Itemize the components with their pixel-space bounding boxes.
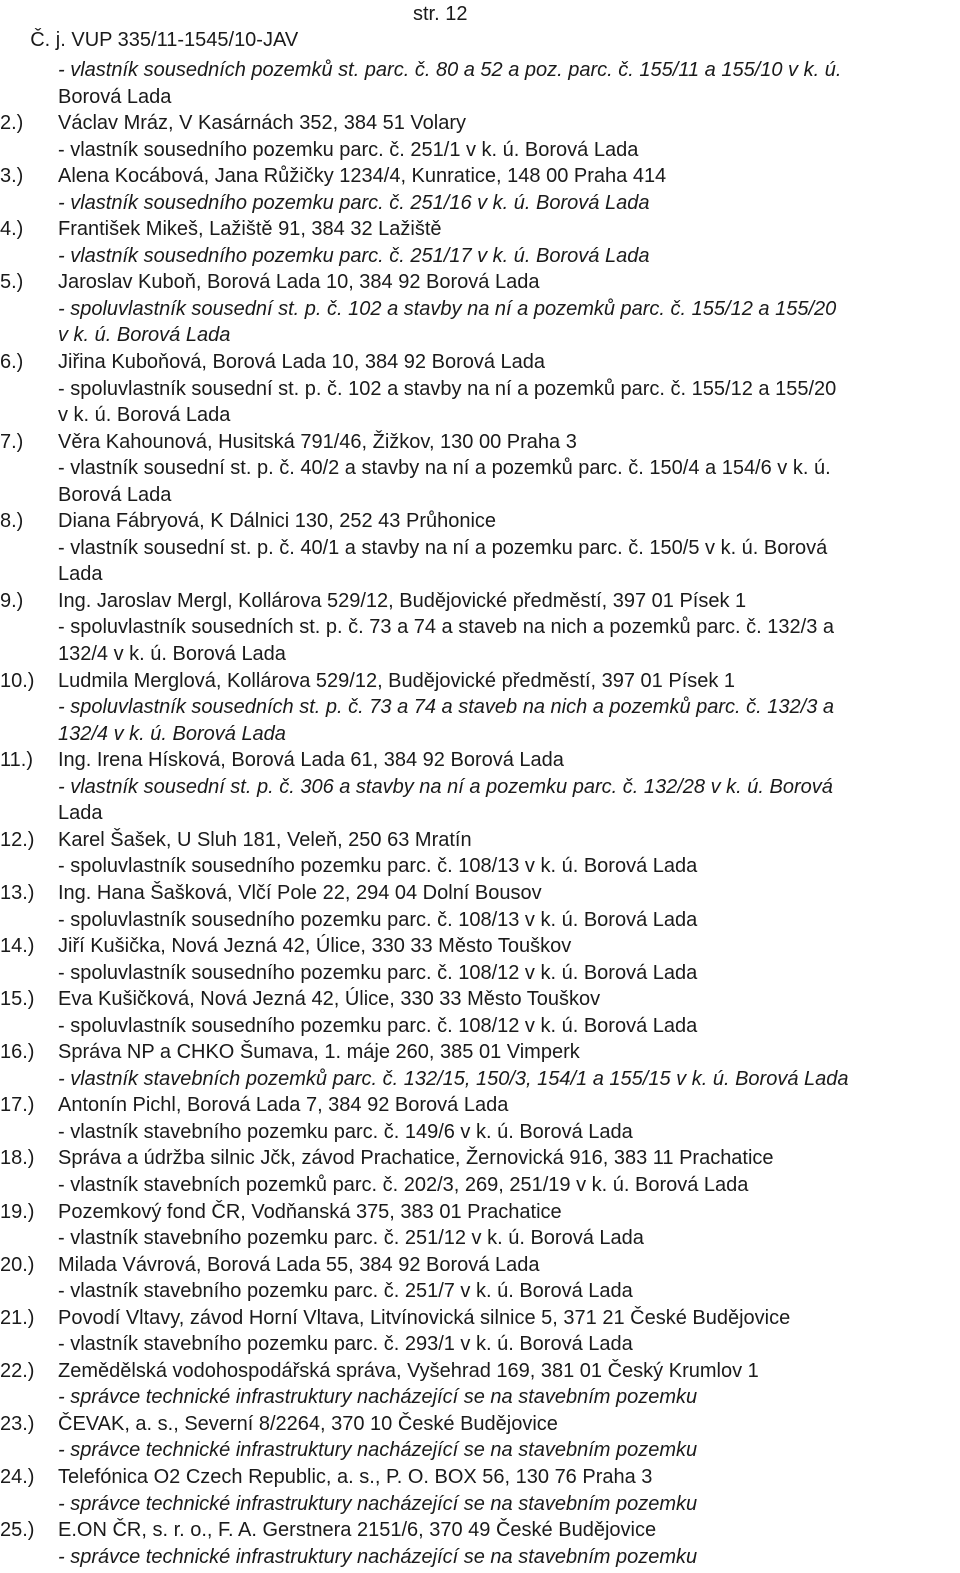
item-text: - spoluvlastník sousedního pozemku parc. č. 108/12 v k. ú. Borová Lada: [58, 961, 698, 984]
list-item: [0, 1305, 960, 1332]
page-number: str. 12: [413, 3, 468, 25]
list-item-detail: [0, 561, 960, 588]
item-text: - spoluvlastník sousedního pozemku parc. č. 108/12 v k. ú. Borová Lada: [58, 1014, 698, 1037]
item-text: - spoluvlastník sousedních st. p. č. 73 a 74 a staveb na nich a pozemků parc. č. 132/3 a: [58, 616, 835, 639]
item-text: Jaroslav Kuboň, Borová Lada 10, 384 92 Borová Lada: [58, 271, 540, 294]
item-text: Jiřina Kuboňová, Borová Lada 10, 384 92 Borová Lada: [58, 351, 546, 374]
item-number: 22.): [0, 1359, 35, 1382]
list-item-detail: [0, 402, 960, 429]
list-item: [0, 110, 960, 137]
item-number: 3.): [0, 165, 24, 188]
item-text: - vlastník stavebního pozemku parc. č. 293/1 v k. ú. Borová Lada: [58, 1333, 633, 1356]
list-item-detail: [0, 614, 960, 641]
item-number: 2.): [0, 112, 24, 135]
item-text: Lada: [58, 563, 103, 586]
item-text: - správce technické infrastruktury nacházející se na stavebním pozemku: [58, 1386, 698, 1409]
item-text: - vlastník stavebního pozemku parc. č. 251/7 v k. ú. Borová Lada: [58, 1280, 633, 1303]
list-item-detail: [0, 84, 960, 111]
item-number: 8.): [0, 510, 24, 533]
list-item: [0, 216, 960, 243]
item-number: 6.): [0, 351, 24, 374]
item-number: 4.): [0, 218, 24, 241]
item-text: - spoluvlastník sousední st. p. č. 102 a stavby na ní a pozemků parc. č. 155/12 a 155/20: [58, 377, 837, 400]
list-item-detail: [0, 535, 960, 562]
list-item-detail: [0, 1013, 960, 1040]
item-text: - vlastník sousední st. p. č. 40/1 a stavby na ní a pozemku parc. č. 150/5 v k. ú. Borová: [58, 536, 828, 559]
list-item-detail: [0, 960, 960, 987]
list-item-detail: [0, 1278, 960, 1305]
item-text: E.ON ČR, s. r. o., F. A. Gerstnera 2151/6, 370 49 České Budějovice: [58, 1519, 657, 1542]
list-item-detail: [0, 800, 960, 827]
list-item: [0, 1411, 960, 1438]
item-number: 5.): [0, 271, 24, 294]
item-text: Eva Kušičková, Nová Jezná 42, Úlice, 330 33 Město Touškov: [58, 988, 601, 1011]
item-text: - vlastník sousední st. p. č. 40/2 a stavby na ní a pozemků parc. č. 150/4 a 154/6 v k. ú.: [58, 457, 831, 480]
item-text: - správce technické infrastruktury nacházející se na stavebním pozemku: [58, 1545, 698, 1568]
item-text: - vlastník sousedního pozemku parc. č. 251/1 v k. ú. Borová Lada: [58, 138, 639, 161]
list-item: [0, 1517, 960, 1544]
item-text: - spoluvlastník sousedního pozemku parc. č. 108/13 v k. ú. Borová Lada: [58, 855, 698, 878]
item-text: Diana Fábryová, K Dálnici 130, 252 43 Průhonice: [58, 510, 497, 533]
list-item-detail: [0, 1437, 960, 1464]
item-text: Zemědělská vodohospodářská správa, Vyšehrad 169, 381 01 Český Krumlov 1: [58, 1359, 759, 1382]
item-text: Václav Mráz, V Kasárnách 352, 384 51 Volary: [58, 112, 467, 135]
list-item: [0, 588, 960, 615]
list-item-detail: [0, 1331, 960, 1358]
list-item-detail: [0, 455, 960, 482]
list-item-detail: [0, 853, 960, 880]
page-header: [8, 1, 468, 51]
item-text: - vlastník sousedních pozemků st. parc. č. 80 a 52 a poz. parc. č. 155/11 a 155/10 v k. ú.: [58, 59, 842, 81]
list-item-detail: [0, 694, 960, 721]
list-item: [0, 986, 960, 1013]
item-number: 16.): [0, 1041, 35, 1064]
item-text: - vlastník sousední st. p. č. 306 a stavby na ní a pozemku parc. č. 132/28 v k. ú. Borová: [58, 775, 833, 798]
list-item: [0, 429, 960, 456]
list-item-detail: [0, 190, 960, 217]
item-text: - vlastník stavebního pozemku parc. č. 149/6 v k. ú. Borová Lada: [58, 1120, 633, 1143]
list-item: [0, 668, 960, 695]
list-item: [0, 1199, 960, 1226]
list-item-detail: [0, 1172, 960, 1199]
list-item: [0, 747, 960, 774]
item-text: - správce technické infrastruktury nacházející se na stavebním pozemku: [58, 1439, 698, 1462]
item-number: 25.): [0, 1519, 35, 1542]
list-item-detail: [0, 243, 960, 270]
list-item: [0, 880, 960, 907]
list-item-detail: [0, 1225, 960, 1252]
item-text: - správce technické infrastruktury nacházející se na stavebním pozemku: [58, 1492, 698, 1515]
item-number: 15.): [0, 988, 35, 1011]
item-number: 23.): [0, 1412, 35, 1435]
item-text: - vlastník sousedního pozemku parc. č. 251/17 v k. ú. Borová Lada: [58, 244, 650, 267]
list-item: [0, 349, 960, 376]
item-text: Pozemkový fond ČR, Vodňanská 375, 383 01 Prachatice: [58, 1200, 562, 1223]
list-item-detail: [0, 57, 960, 84]
item-text: - vlastník stavebního pozemku parc. č. 251/12 v k. ú. Borová Lada: [58, 1227, 644, 1250]
list-item: [0, 508, 960, 535]
list-item-detail: [0, 721, 960, 748]
item-text: Ing. Irena Hísková, Borová Lada 61, 384 92 Borová Lada: [58, 749, 564, 772]
list-item: [0, 1092, 960, 1119]
list-item-detail: [0, 1544, 960, 1571]
list-item: [0, 1252, 960, 1279]
list-item-detail: [0, 1384, 960, 1411]
item-text: Milada Vávrová, Borová Lada 55, 384 92 Borová Lada: [58, 1253, 540, 1276]
item-number: 18.): [0, 1147, 35, 1170]
item-number: 9.): [0, 589, 24, 612]
item-number: 10.): [0, 669, 35, 692]
list-item-detail: [0, 296, 960, 323]
item-text: ČEVAK, a. s., Severní 8/2264, 370 10 České Budějovice: [58, 1412, 558, 1435]
item-text: - vlastník sousedního pozemku parc. č. 251/16 v k. ú. Borová Lada: [58, 191, 650, 214]
list-item-detail: [0, 774, 960, 801]
item-number: 14.): [0, 935, 35, 958]
item-number: 13.): [0, 881, 35, 904]
list-item: [0, 269, 960, 296]
document-reference: Č. j. VUP 335/11-1545/10-JAV: [30, 29, 299, 51]
item-text: Telefónica O2 Czech Republic, a. s., P. O. BOX 56, 130 76 Praha 3: [58, 1465, 653, 1488]
list-item-detail: [0, 907, 960, 934]
item-text: - spoluvlastník sousední st. p. č. 102 a stavby na ní a pozemků parc. č. 155/12 a 155/20: [58, 297, 837, 320]
item-text: v k. ú. Borová Lada: [58, 324, 231, 347]
item-number: 12.): [0, 828, 35, 851]
list-item-detail: [0, 1066, 960, 1093]
item-text: František Mikeš, Lažiště 91, 384 32 Lažiště: [58, 218, 442, 241]
list-item: [0, 933, 960, 960]
list-item-detail: [0, 641, 960, 668]
list-item-detail: [0, 1119, 960, 1146]
participant-list: [0, 57, 960, 1570]
item-text: Lada: [58, 802, 103, 825]
item-text: v k. ú. Borová Lada: [58, 404, 231, 427]
list-item-detail: [0, 1491, 960, 1518]
item-text: Ing. Jaroslav Mergl, Kollárova 529/12, Budějovické předměstí, 397 01 Písek 1: [58, 589, 747, 612]
list-item-detail: [0, 482, 960, 509]
item-text: Antonín Pichl, Borová Lada 7, 384 92 Borová Lada: [58, 1094, 509, 1117]
item-text: Karel Šašek, U Sluh 181, Veleň, 250 63 Mratín: [58, 828, 472, 851]
item-text: Správa a údržba silnic Jčk, závod Prachatice, Žernovická 916, 383 11 Prachatice: [58, 1147, 774, 1170]
item-number: 7.): [0, 430, 24, 453]
item-number: 21.): [0, 1306, 35, 1329]
item-text: - spoluvlastník sousedního pozemku parc. č. 108/13 v k. ú. Borová Lada: [58, 908, 698, 931]
item-text: 132/4 v k. ú. Borová Lada: [58, 722, 286, 745]
item-text: Borová Lada: [58, 85, 172, 108]
list-item: [0, 827, 960, 854]
list-item: [0, 1464, 960, 1491]
list-item-detail: [0, 322, 960, 349]
item-text: Borová Lada: [58, 483, 172, 506]
item-text: Jiří Kušička, Nová Jezná 42, Úlice, 330 33 Město Touškov: [58, 935, 572, 958]
list-item: [0, 1145, 960, 1172]
item-text: Alena Kocábová, Jana Růžičky 1234/4, Kunratice, 148 00 Praha 414: [58, 165, 667, 188]
item-text: Správa NP a CHKO Šumava, 1. máje 260, 385 01 Vimperk: [58, 1041, 580, 1064]
item-text: Ludmila Merglová, Kollárova 529/12, Budějovické předměstí, 397 01 Písek 1: [58, 669, 736, 692]
list-item: [0, 1358, 960, 1385]
item-text: Povodí Vltavy, závod Horní Vltava, Litvínovická silnice 5, 371 21 České Budějovice: [58, 1306, 791, 1329]
item-number: 24.): [0, 1465, 35, 1488]
item-number: 17.): [0, 1094, 35, 1117]
item-text: - vlastník stavebních pozemků parc. č. 202/3, 269, 251/19 v k. ú. Borová Lada: [58, 1173, 749, 1196]
item-number: 11.): [0, 749, 33, 772]
list-item-detail: [0, 376, 960, 403]
list-item: [0, 163, 960, 190]
item-text: 132/4 v k. ú. Borová Lada: [58, 643, 286, 666]
list-item-detail: [0, 137, 960, 164]
list-item: [0, 1039, 960, 1066]
item-number: 19.): [0, 1200, 35, 1223]
item-number: 20.): [0, 1253, 35, 1276]
item-text: Ing. Hana Šašková, Vlčí Pole 22, 294 04 Dolní Bousov: [58, 881, 542, 904]
item-text: - spoluvlastník sousedních st. p. č. 73 a 74 a staveb na nich a pozemků parc. č. 132/3 a: [58, 696, 835, 719]
item-text: - vlastník stavebních pozemků parc. č. 132/15, 150/3, 154/1 a 155/15 v k. ú. Borová Lada: [58, 1067, 849, 1090]
item-text: Věra Kahounová, Husitská 791/46, Žižkov, 130 00 Praha 3: [58, 430, 577, 453]
